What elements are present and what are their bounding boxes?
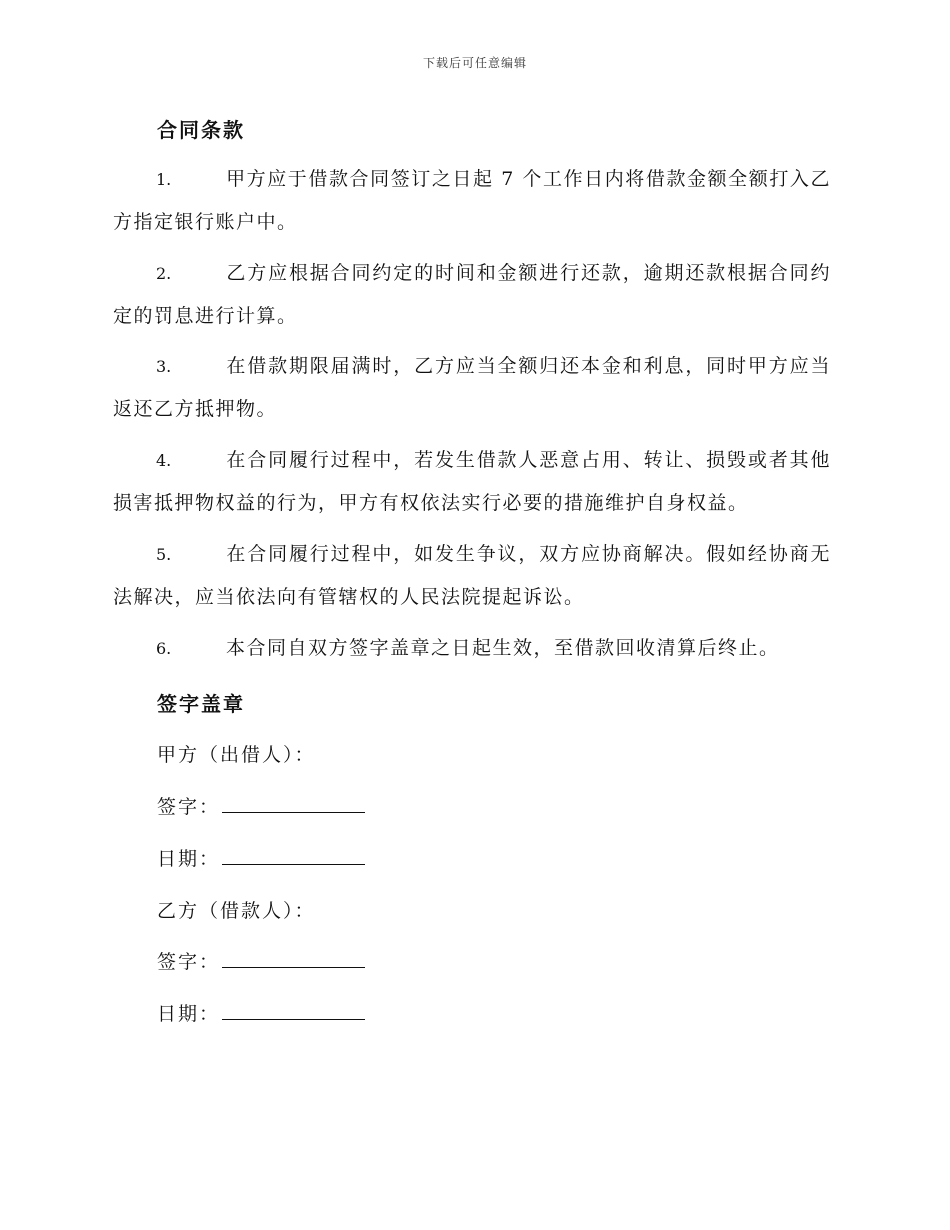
contract-terms-title: 合同条款 — [157, 118, 245, 142]
clause-4 — [113, 439, 831, 524]
clause-text: 在合同履行过程中，若发生借款人恶意占用、转让、损毁或者其他损害抵押物权益的行为，甲方有权依法实行必要的措施维护自身权益。 — [113, 449, 831, 514]
party-b-date-row — [157, 999, 365, 1026]
party-b-date-line[interactable] — [222, 1001, 365, 1020]
clause-number: 5. — [156, 545, 172, 564]
clause-number: 4. — [156, 451, 172, 470]
sign-label: 签字： — [157, 796, 221, 818]
date-label: 日期： — [157, 848, 221, 870]
clause-number: 3. — [156, 357, 172, 376]
clause-text: 本合同自双方签字盖章之日起生效，至借款回收清算后终止。 — [226, 637, 780, 659]
clause-number: 1. — [156, 170, 172, 189]
party-a-signature-line[interactable] — [222, 794, 365, 813]
clause-number: 2. — [156, 264, 172, 283]
party-b-sign-row — [157, 947, 365, 974]
party-b-signature-line[interactable] — [222, 949, 365, 968]
clause-1 — [113, 158, 831, 243]
clause-text: 在合同履行过程中，如发生争议，双方应协商解决。假如经协商无法解决，应当依法向有管辖权的人民法院提起诉讼。 — [113, 543, 831, 608]
clause-2 — [113, 252, 831, 337]
sign-label: 签字： — [157, 951, 221, 973]
clause-3 — [113, 345, 831, 430]
party-a-date-line[interactable] — [222, 846, 365, 865]
date-label: 日期： — [157, 1003, 221, 1025]
clause-text: 乙方应根据合同约定的时间和金额进行还款，逾期还款根据合同约定的罚息进行计算。 — [113, 262, 831, 327]
clause-6 — [113, 627, 831, 670]
party-a-sign-row — [157, 792, 365, 819]
party-a-label: 甲方（出借人）： — [157, 744, 316, 766]
clause-text: 在借款期限届满时，乙方应当全额归还本金和利息，同时甲方应当返还乙方抵押物。 — [113, 355, 831, 420]
party-a-date-row — [157, 844, 365, 871]
page-header-note: 下载后可任意编辑 — [422, 56, 527, 70]
signature-section-title: 签字盖章 — [157, 692, 245, 716]
clause-5 — [113, 533, 831, 618]
party-b-label: 乙方（借款人）： — [157, 900, 316, 922]
clause-text: 甲方应于借款合同签订之日起 7 个工作日内将借款金额全额打入乙方指定银行账户中。 — [113, 168, 831, 233]
clause-number: 6. — [156, 639, 172, 658]
